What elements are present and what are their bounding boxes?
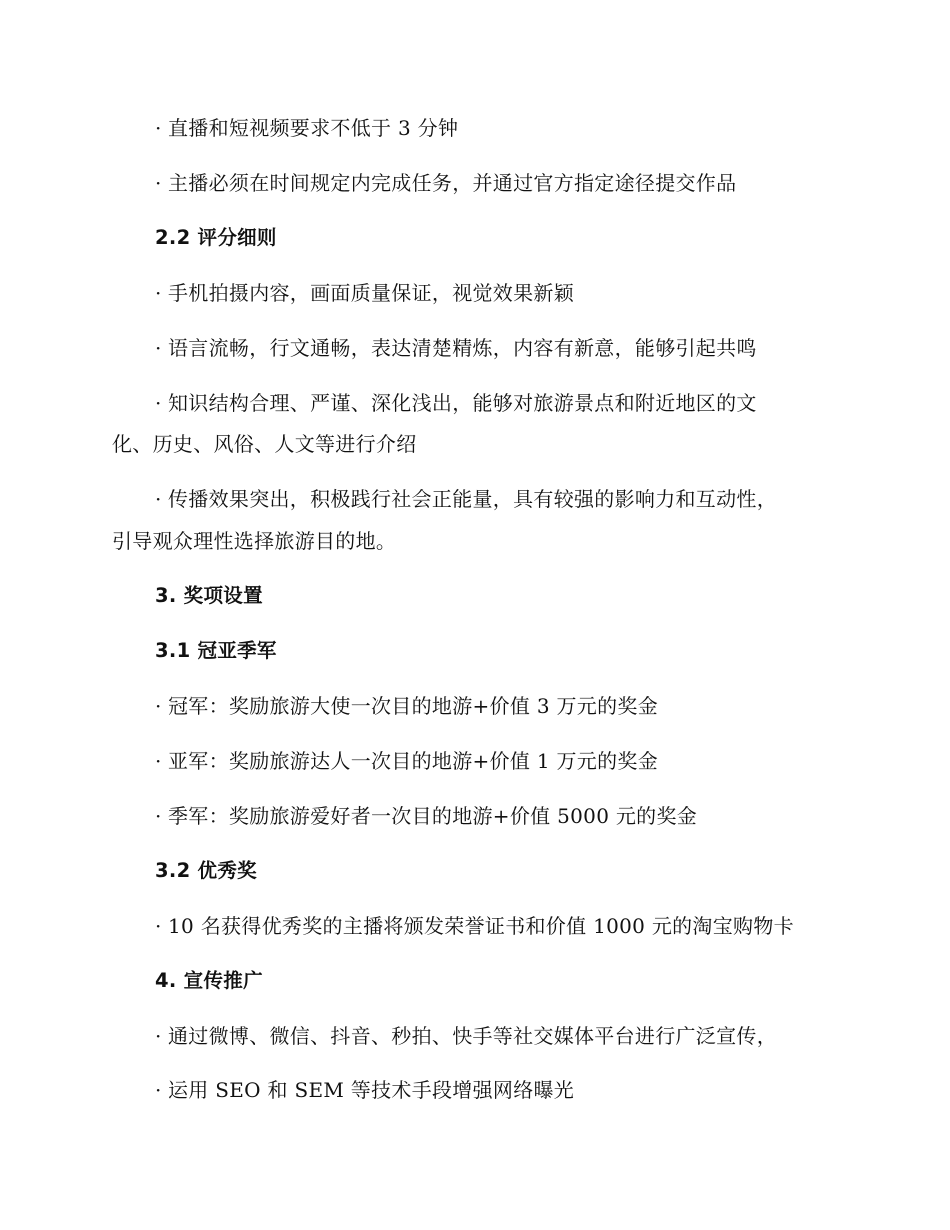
list-item — [155, 1078, 835, 1102]
bullet: · — [155, 336, 162, 360]
list-item — [155, 487, 835, 511]
list-item-text: 语言流畅，行文通畅，表达清楚精炼，内容有新意，能够引起共鸣 — [168, 336, 757, 360]
list-item-text: 直播和短视频要求不低于 3 分钟 — [168, 116, 459, 140]
list-item — [155, 116, 835, 140]
list-item — [155, 804, 835, 828]
subsection-heading-3-2: 3.2 优秀奖 — [155, 859, 257, 882]
bullet: · — [155, 1078, 162, 1102]
list-item-text: 知识结构合理、严谨、深化浅出，能够对旅游景点和附近地区的文 — [168, 391, 757, 415]
bullet: · — [155, 914, 162, 938]
list-item-text: 手机拍摄内容，画面质量保证，视觉效果新颖 — [168, 281, 574, 305]
list-item-text: 通过微博、微信、抖音、秒拍、快手等社交媒体平台进行广泛宣传， — [168, 1024, 777, 1048]
section-heading-4: 4. 宣传推广 — [155, 969, 263, 992]
subsection-heading-2-2: 2.2 评分细则 — [155, 226, 277, 249]
list-item — [155, 1024, 835, 1048]
list-item — [155, 336, 835, 360]
list-item-text: 主播必须在时间规定内完成任务，并通过官方指定途径提交作品 — [168, 171, 737, 195]
bullet: · — [155, 749, 162, 773]
list-item-text: 季军：奖励旅游爱好者一次目的地游+价值 5000 元的奖金 — [168, 804, 698, 828]
bullet: · — [155, 487, 162, 511]
list-item — [155, 749, 835, 773]
list-item-continuation: 化、历史、风俗、人文等进行介绍 — [112, 432, 417, 456]
bullet: · — [155, 171, 162, 195]
bullet: · — [155, 391, 162, 415]
bullet: · — [155, 116, 162, 140]
bullet: · — [155, 694, 162, 718]
section-heading-3: 3. 奖项设置 — [155, 584, 263, 607]
list-item — [155, 694, 835, 718]
list-item-text: 亚军：奖励旅游达人一次目的地游+价值 1 万元的奖金 — [168, 749, 658, 773]
list-item — [155, 171, 835, 195]
list-item-text: 传播效果突出，积极践行社会正能量，具有较强的影响力和互动性， — [168, 487, 777, 511]
bullet: · — [155, 804, 162, 828]
list-item — [155, 391, 835, 415]
bullet: · — [155, 281, 162, 305]
list-item-text: 10 名获得优秀奖的主播将颁发荣誉证书和价值 1000 元的淘宝购物卡 — [168, 914, 794, 938]
bullet: · — [155, 1024, 162, 1048]
list-item-text: 运用 SEO 和 SEM 等技术手段增强网络曝光 — [168, 1078, 575, 1102]
list-item-text: 冠军：奖励旅游大使一次目的地游+价值 3 万元的奖金 — [168, 694, 658, 718]
subsection-heading-3-1: 3.1 冠亚季军 — [155, 639, 277, 662]
list-item-continuation: 引导观众理性选择旅游目的地。 — [112, 529, 397, 553]
list-item — [155, 914, 835, 938]
list-item — [155, 281, 835, 305]
